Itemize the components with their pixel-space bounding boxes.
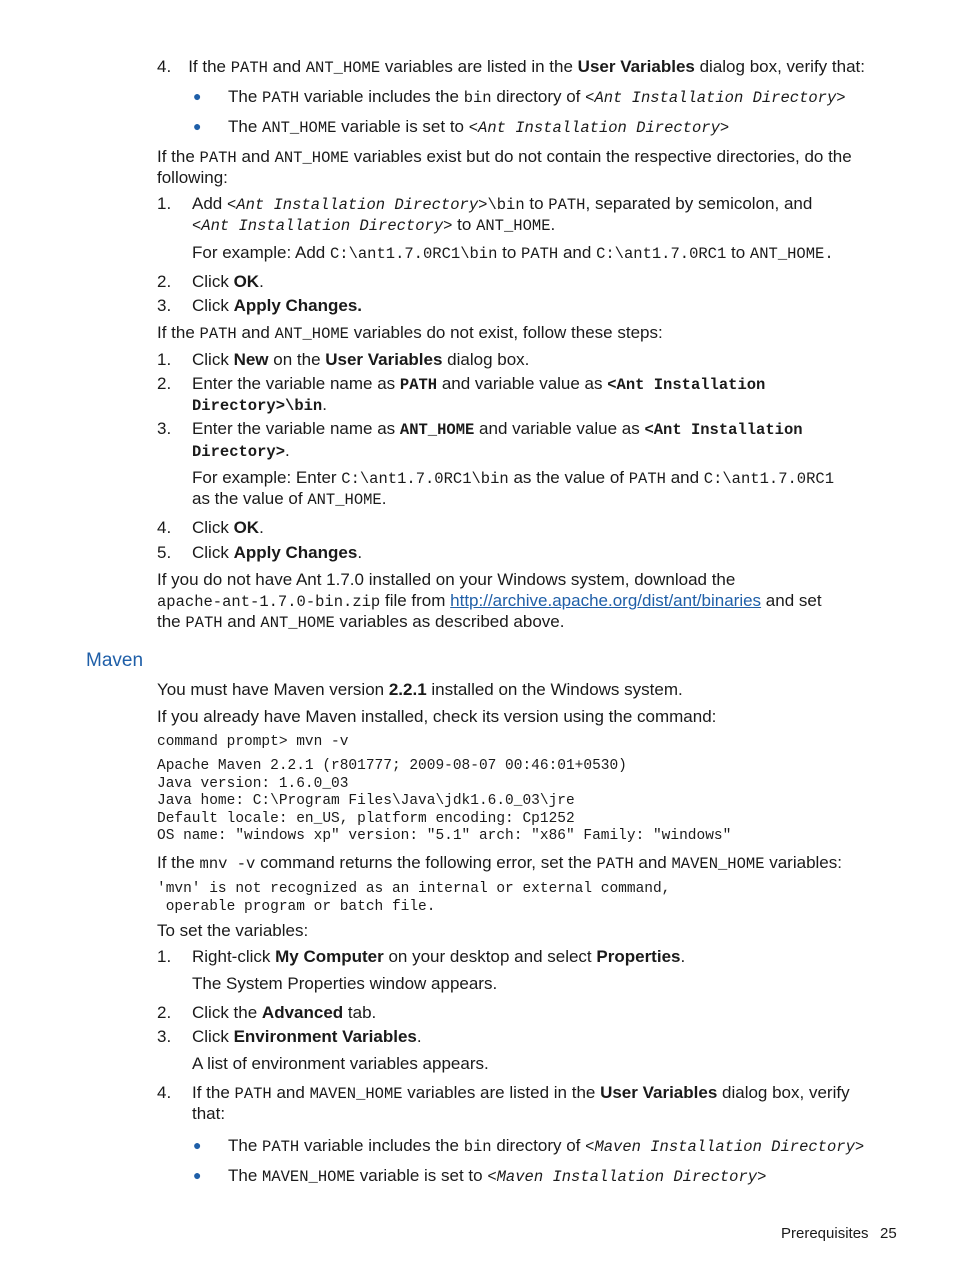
- ant-add-step-3: Click Apply Changes.: [192, 296, 363, 315]
- footer-section-title: Prerequisites: [781, 1225, 869, 1242]
- ant-step-4: 4. If the PATH and ANT_HOME variables are listed in the User Variables dialog box, verify that:: [157, 57, 865, 77]
- ant-new-step-2-line2: Directory>\bin.: [192, 395, 327, 415]
- ant-new-step-number: 4.: [157, 518, 172, 537]
- ant-download-paragraph-line3: the PATH and ANT_HOME variables as described above.: [157, 612, 565, 632]
- bullet-icon: ●: [193, 1137, 202, 1153]
- ant-download-paragraph-line2: apache-ant-1.7.0-bin.zip file from http://archive.apache.org/dist/ant/binaries and set: [157, 591, 822, 611]
- maven-heading: Maven: [86, 650, 144, 671]
- maven-step-3-note: A list of environment variables appears.: [192, 1054, 489, 1073]
- ant-bullet-anthome: The ANT_HOME variable is set to <Ant Installation Directory>: [228, 117, 730, 137]
- maven-version-output: Apache Maven 2.2.1 (r801777; 2009-08-07 00:46:01+0530) Java version: 1.6.0_03 Java home: C:\Program Files\Java\jdk1.6.0_03\jre Default locale: en_US, platform encoding: Cp1252 OS name: "windows xp" version: "5.1" arch: "x86" Family: "windows": [157, 758, 732, 845]
- ant-binaries-link[interactable]: http://archive.apache.org/dist/ant/binaries: [450, 591, 762, 610]
- maven-step-4-line2: that:: [192, 1104, 226, 1123]
- ant-new-step-number: 2.: [157, 374, 172, 393]
- ant-new-step-4: Click OK.: [192, 518, 264, 537]
- ant-add-step-number: 2.: [157, 272, 172, 291]
- ant-exist-paragraph: If the PATH and ANT_HOME variables exist but do not contain the respective directories, do the: [157, 147, 852, 167]
- ant-new-step-number: 1.: [157, 350, 172, 369]
- ant-add-step-number: 3.: [157, 296, 172, 315]
- maven-step-4: If the PATH and MAVEN_HOME variables are listed in the User Variables dialog box, verify: [192, 1083, 850, 1103]
- ant-bullet-path: The PATH variable includes the bin directory of <Ant Installation Directory>: [228, 87, 846, 107]
- maven-bullet-path: The PATH variable includes the bin directory of <Maven Installation Directory>: [228, 1136, 865, 1156]
- ant-download-paragraph: If you do not have Ant 1.7.0 installed on your Windows system, download the: [157, 570, 736, 589]
- ant-add-step-1: Add <Ant Installation Directory>\bin to PATH, separated by semicolon, and: [192, 194, 813, 214]
- maven-command: command prompt> mvn -v: [157, 734, 349, 750]
- maven-set-variables-paragraph: To set the variables:: [157, 921, 309, 940]
- ant-add-step-number: 1.: [157, 194, 172, 213]
- maven-step-2: Click the Advanced tab.: [192, 1003, 377, 1022]
- maven-error-paragraph: If the mnv -v command returns the following error, set the PATH and MAVEN_HOME variables:: [157, 853, 842, 873]
- ant-new-step-3-line2: Directory>.: [192, 441, 290, 461]
- maven-check-paragraph: If you already have Maven installed, check its version using the command:: [157, 707, 717, 726]
- ant-new-step-number: 5.: [157, 543, 172, 562]
- ant-add-step-1-line2: <Ant Installation Directory> to ANT_HOME.: [192, 215, 556, 235]
- ant-add-step-2: Click OK.: [192, 272, 264, 291]
- bullet-icon: ●: [193, 88, 202, 104]
- maven-step-1: Right-click My Computer on your desktop and select Properties.: [192, 947, 686, 966]
- maven-step-number: 3.: [157, 1027, 172, 1046]
- ant-new-step-1: Click New on the User Variables dialog box.: [192, 350, 530, 369]
- ant-new-step-number: 3.: [157, 419, 172, 438]
- ant-add-example: For example: Add C:\ant1.7.0RC1\bin to PATH and C:\ant1.7.0RC1 to ANT_HOME.: [192, 243, 834, 263]
- bullet-icon: ●: [193, 118, 202, 134]
- maven-error-output: 'mvn' is not recognized as an internal or external command, operable program or batch file.: [157, 881, 671, 915]
- ant-new-example: For example: Enter C:\ant1.7.0RC1\bin as the value of PATH and C:\ant1.7.0RC1: [192, 468, 835, 488]
- maven-bullet-mavenhome: The MAVEN_HOME variable is set to <Maven Installation Directory>: [228, 1166, 767, 1186]
- ant-notexist-paragraph: If the PATH and ANT_HOME variables do not exist, follow these steps:: [157, 323, 663, 343]
- bullet-icon: ●: [193, 1167, 202, 1183]
- maven-step-number: 1.: [157, 947, 172, 966]
- footer-page-number: 25: [880, 1225, 897, 1242]
- ant-new-step-5: Click Apply Changes.: [192, 543, 363, 562]
- maven-step-1-note: The System Properties window appears.: [192, 974, 498, 993]
- maven-version-paragraph: You must have Maven version 2.2.1 installed on the Windows system.: [157, 680, 683, 699]
- ant-new-step-2: Enter the variable name as PATH and variable value as <Ant Installation: [192, 374, 766, 394]
- maven-step-number: 4.: [157, 1083, 172, 1102]
- ant-new-example-line2: as the value of ANT_HOME.: [192, 489, 387, 509]
- maven-step-number: 2.: [157, 1003, 172, 1022]
- ant-exist-paragraph-line2: following:: [157, 168, 228, 187]
- ant-new-step-3: Enter the variable name as ANT_HOME and variable value as <Ant Installation: [192, 419, 803, 439]
- maven-step-3: Click Environment Variables.: [192, 1027, 422, 1046]
